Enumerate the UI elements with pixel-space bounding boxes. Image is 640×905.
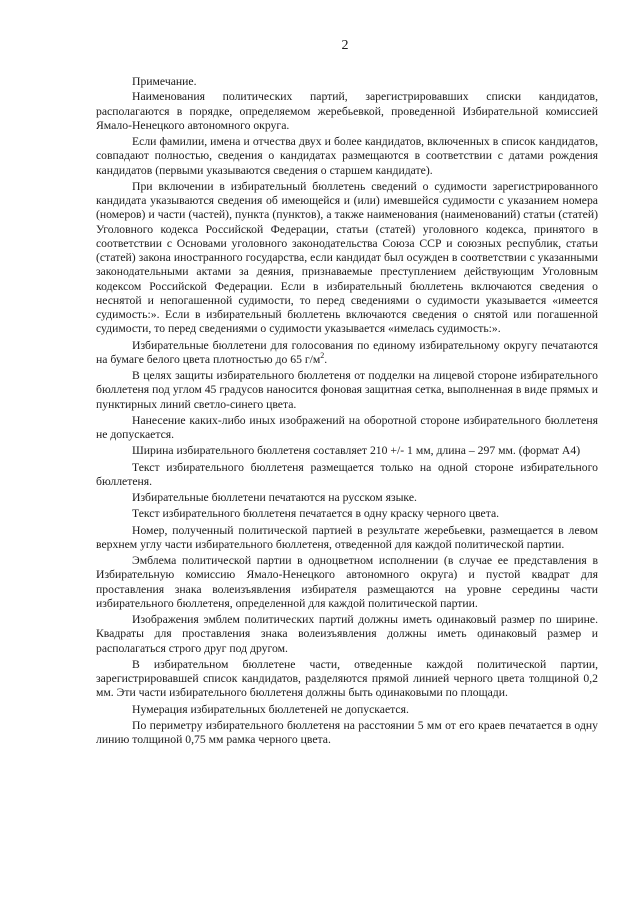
note-heading: Примечание.	[132, 75, 197, 88]
paragraph-paper-density	[96, 339, 598, 368]
paragraph-frame: По периметру избирательного бюллетеня на расстоянии 5 мм от его краев печатается в одну линию толщиной 0,75 мм рамка черного цвета.	[96, 718, 598, 746]
paragraph-party-number: Номер, полученный политической партией в результате жеребьевки, размещается в левом верхнем углу части избирательного бюллетеня, отведенной для каждой политической партии.	[96, 523, 598, 551]
paragraph-one-side: Текст избирательного бюллетеня размещается только на одной стороне избирательного бюллетеня.	[96, 460, 598, 488]
paragraph-ink-color: Текст избирательного бюллетеня печатается в одну краску черного цвета.	[132, 507, 500, 521]
paragraph-party-order: Наименования политических партий, зарегистрировавших списки кандидатов, располагаются в порядке, определяемом жеребьевкой, проведенной Избирательной комиссией Ямало-Ненецкого автономного округа.	[96, 90, 598, 132]
paragraph-identical-names: Если фамилии, имена и отчества двух и более кандидатов, включенных в список кандидатов, совпадают полностью, сведения о кандидатах размещаются в соответствии с датами рождения кандидатов (первыми указываются сведения о старшем кандидате).	[96, 135, 598, 177]
paper-density-superscript: 2	[320, 350, 325, 360]
paper-density-suffix: .	[324, 352, 328, 366]
paper-density-text: Избирательные бюллетени для голосования по единому избирательному округу печатаются на бумаге белого цвета плотностью до 65 г/м	[96, 338, 598, 366]
paragraph-reverse-side: Нанесение каких-либо иных изображений на оборотной стороне избирательного бюллетеня не допускается.	[96, 413, 598, 441]
paragraph-ballot-size: Ширина избирательного бюллетеня составляет 210 +/- 1 мм, длина – 297 мм. (формат А4)	[132, 444, 581, 458]
paragraph-emblem-size: Изображения эмблем политических партий должны иметь одинаковый размер по ширине. Квадраты для проставления знака волеизъявления должны иметь одинаковый размер и располагаться строго друг под другом.	[96, 613, 598, 655]
paragraph-numbering: Нумерация избирательных бюллетеней не допускается.	[132, 702, 409, 716]
paragraph-language: Избирательные бюллетени печатаются на русском языке.	[132, 491, 417, 504]
paragraph-protective-grid: В целях защиты избирательного бюллетеня от подделки на лицевой стороне избирательного бюллетеня под углом 45 градусов наносится фоновая защитная сетка, выполненная в виде прямых и пунктирных линий светло-синего цвета.	[96, 369, 598, 411]
paragraph-party-emblem: Эмблема политической партии в одноцветном исполнении (в случае ее представления в Избирательную комиссию Ямало-Ненецкого автономного округа) и пустой квадрат для проставления знака волеизъявления избирателя размещаются на уровне середины части избирательного бюллетеня, определенной для каждой политической партии.	[96, 554, 598, 610]
paragraph-criminal-record: При включении в избирательный бюллетень сведений о судимости зарегистрированного кандидата указываются сведения об имеющейся и (или) имевшейся судимости с указанием номера (номеров) и части (частей), пункта (пунктов), а также наименования (наименований) статьи (статей) Уголовного кодекса Российской Федерации, статьи (статей) уголовного кодекса, принятого в соответствии с Основами уголовного законодательства Союза ССР и союзных республик, статьи (статей) закона иностранного государства, если кандидат был осужден в соответствии с указанными законодательными актами за деяния, признаваемые преступлением действующим Уголовным кодексом Российской Федерации. Если в избирательный бюллетень включаются сведения о неснятой и непогашенной судимости, то перед сведениями о судимости указывается «имеется судимость:». Если в избирательный бюллетень включаются сведения о снятой или погашенной судимости, то перед сведениями о судимости указывается «имелась судимость:».	[96, 179, 598, 336]
page-number: 2	[341, 38, 349, 53]
paragraph-dividing-lines: В избирательном бюллетене части, отведенные каждой политической партии, зарегистрировавшей список кандидатов, разделяются прямой линией черного цвета толщиной 0,2 мм. Эти части избирательного бюллетеня должны быть одинаковыми по площади.	[96, 657, 598, 700]
